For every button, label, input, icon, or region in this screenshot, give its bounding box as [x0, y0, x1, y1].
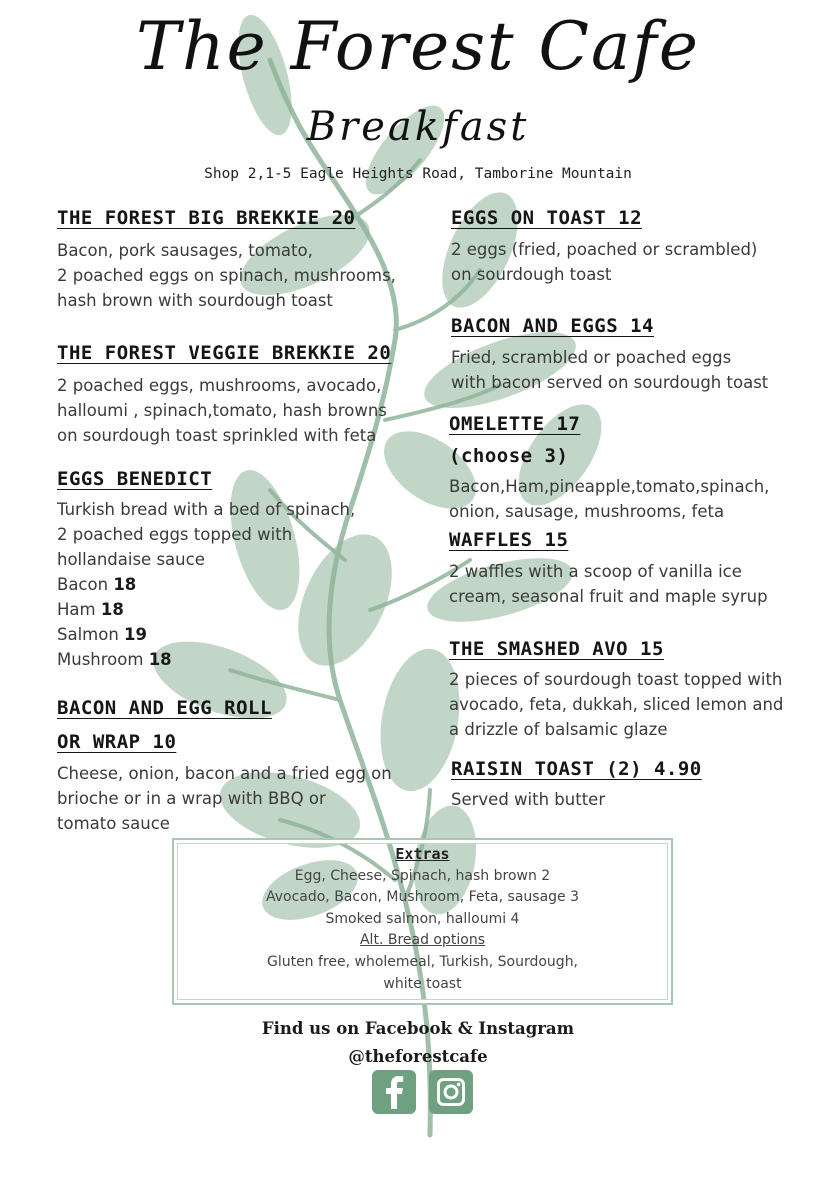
alt-bread-title: Alt. Bread options — [359, 932, 485, 949]
menu-item-description: Bacon,Ham,pineapple,tomato,spinach, onion, sausage, mushrooms, feta — [449, 477, 770, 521]
option-row: Salmon 19 — [57, 625, 148, 644]
menu-item-description: Fried, scrambled or poached eggs with bacon served on sourdough toast — [451, 348, 769, 392]
address: Shop 2,1-5 Eagle Heights Road, Tamborine Mountain — [204, 166, 632, 182]
menu-item-description: Bacon, pork sausages, tomato, 2 poached eggs on spinach, mushrooms, hash brown with sourdough toast — [57, 241, 396, 310]
extras-title: Extras — [395, 845, 450, 863]
option-row: Ham 18 — [57, 600, 124, 619]
menu-item-heading: EGGS ON TOAST 12 — [451, 207, 643, 229]
menu-item-heading: BACON AND EGGS 14 — [451, 315, 654, 337]
menu-item-description: 2 poached eggs, mushrooms, avocado, halloumi , spinach,tomato, hash browns on sourdough toast sprinkled with feta — [57, 376, 387, 445]
menu-item-heading: EGGS BENEDICT — [57, 468, 213, 490]
menu-item-heading: WAFFLES 15 — [449, 529, 569, 551]
social-callout: Find us on Facebook & Instagram @theforestcafe — [0, 1015, 836, 1071]
menu-item-description: Turkish bread with a bed of spinach, 2 poached eggs topped with hollandaise sauce Bacon 18 Ham 18 Salmon 19 Mushroom 18 — [57, 497, 355, 672]
extras-section: Extras Egg, Cheese, Spinach, hash brown 2 Avocado, Bacon, Mushroom, Feta, sausage 3 Smoked salmon, halloumi 4 Alt. Bread options Gluten free, wholemeal, Turkish, Sourdough, white toast — [172, 844, 673, 995]
menu-item-heading: RAISIN TOAST (2) 4.90 — [451, 758, 702, 780]
menu-item-note: (choose 3) — [449, 445, 569, 467]
menu-item-description: 2 eggs (fried, poached or scrambled) on sourdough toast — [451, 240, 758, 284]
menu-item-description: Served with butter — [451, 790, 606, 809]
menu-item-heading: THE SMASHED AVO 15 — [449, 638, 664, 660]
menu-item-heading: OMELETTE 17 — [449, 413, 581, 435]
facebook-icon[interactable] — [372, 1070, 416, 1114]
option-row: Mushroom 18 — [57, 650, 172, 669]
social-handle: @theforestcafe — [348, 1047, 488, 1066]
menu-item-heading-line2: OR WRAP 10 — [57, 731, 177, 753]
instagram-icon[interactable] — [429, 1070, 473, 1114]
cafe-title: The Forest Cafe — [136, 8, 700, 85]
option-row: Bacon 18 — [57, 575, 137, 594]
menu-subtitle: Breakfast — [306, 104, 530, 150]
menu-item-heading: THE FOREST BIG BREKKIE 20 — [57, 207, 356, 229]
menu-item-description: Cheese, onion, bacon and a fried egg on brioche or in a wrap with BBQ or tomato sauce — [57, 764, 392, 833]
menu-item-description: 2 pieces of sourdough toast topped with avocado, feta, dukkah, sliced lemon and a drizzle of balsamic glaze — [449, 670, 784, 739]
menu-item-heading: THE FOREST VEGGIE BREKKIE 20 — [57, 342, 392, 364]
menu-item-description: 2 waffles with a scoop of vanilla ice cream, seasonal fruit and maple syrup — [449, 562, 768, 606]
menu-item-heading: BACON AND EGG ROLL — [57, 697, 272, 719]
